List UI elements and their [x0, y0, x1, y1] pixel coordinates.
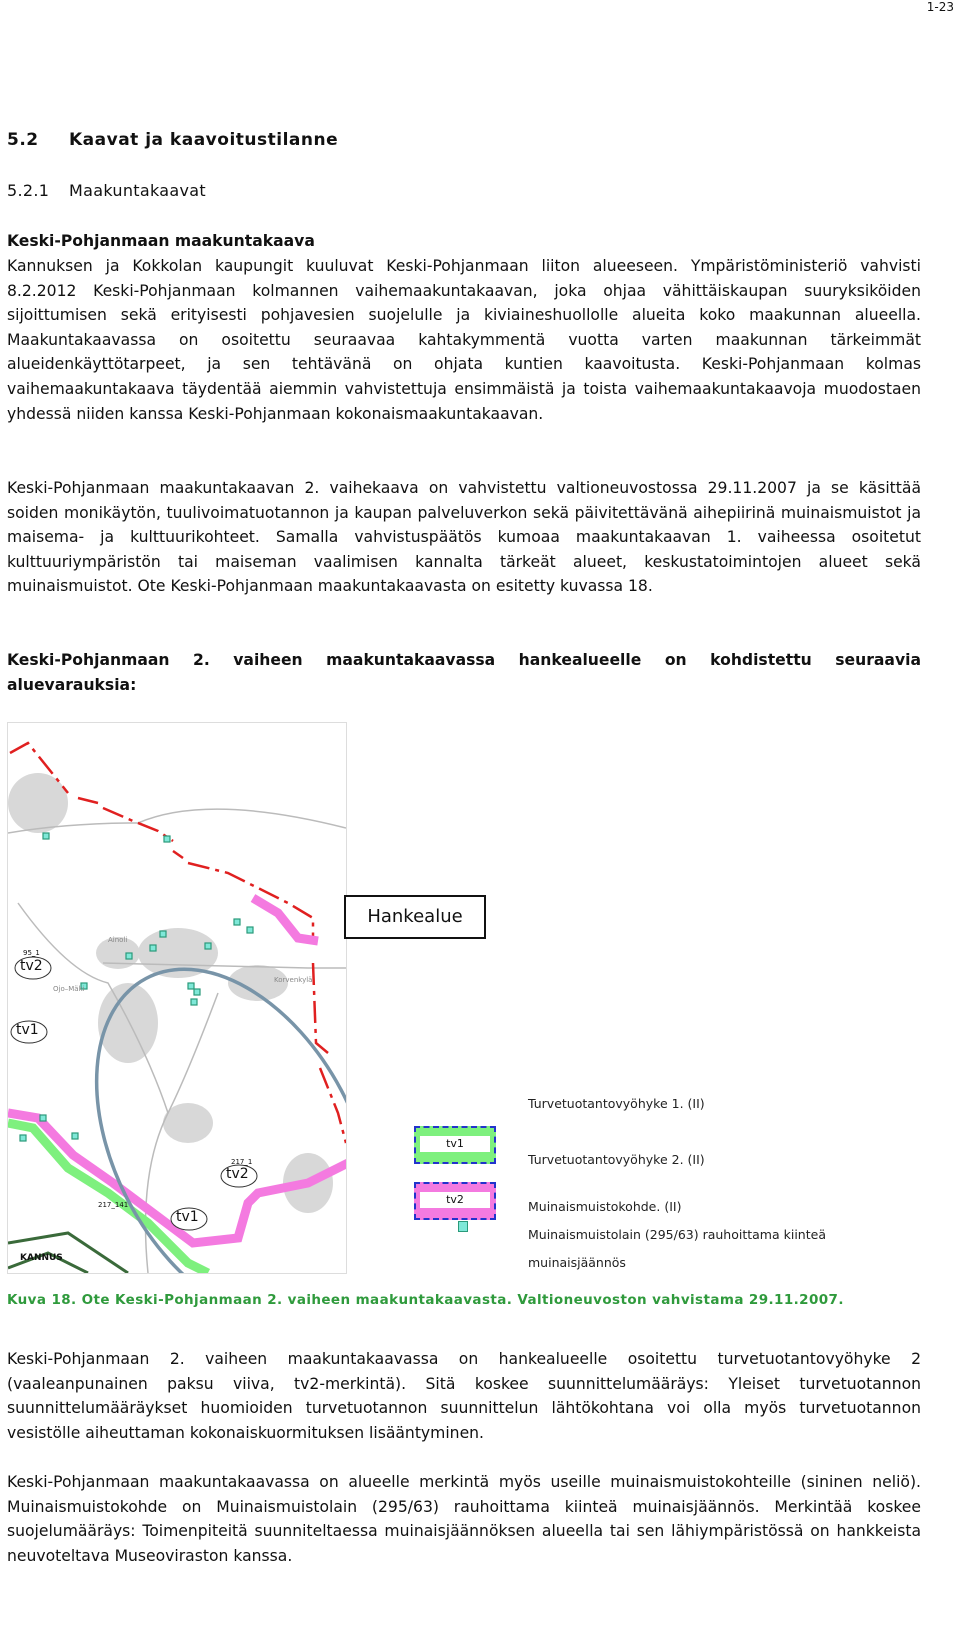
- tv2-label: tv2: [20, 958, 43, 974]
- ainoli-label: Ainoli: [108, 936, 128, 944]
- legend-label-heritage: Muinaismuistokohde. (II): [528, 1199, 682, 1214]
- tv1-label-south: tv1: [176, 1209, 199, 1225]
- legend-heritage-desc-2: muinaisjäännös: [528, 1255, 626, 1270]
- legend-swatch-heritage: [458, 1221, 468, 1232]
- tv2-label-south: tv2: [226, 1166, 249, 1182]
- figure-caption: Kuva 18. Ote Keski-Pohjanmaan 2. vaiheen maakuntakaavasta. Valtioneuvoston vahvistama 29.11.2007.: [7, 1292, 844, 1308]
- tv1-zone: [8, 1123, 208, 1273]
- bold-intro: Keski-Pohjanmaan 2. vaiheen maakuntakaavassa hankealueelle on kohdistettu seuraavia aluevarauksia:: [7, 651, 921, 694]
- legend-heritage-desc-1: Muinaismuistolain (295/63) rauhoittama kiinteä: [528, 1227, 826, 1242]
- subsection-number: 5.2.1: [7, 181, 50, 200]
- tv1-label: tv1: [16, 1022, 39, 1038]
- regional-plan-map: [7, 722, 347, 1274]
- paragraph-2: Keski-Pohjanmaan maakuntakaavan 2. vaihekaava on vahvistettu valtioneuvostossa 29.11.2007 ja se käsittää soiden monikäytön, tuulivoimatuotannon ja kaupan palveluverkon sekä päivitettävänä aihepiirinä muinaismuistot ja maisema- ja kulttuurikohteet. Samalla vahvistuspäätös kumoaa maakuntakaavan 1. vaiheessa osoitetut kulttuuriympäristön tai maiseman vaalimisen kannalta tärkeät alueet, keskustatoimintojen alueet sekä muinaismuistot. Ote Keski-Pohjanmaan maakuntakaavasta on esitetty kuvassa 18.: [7, 479, 921, 596]
- code-217b: 217_141: [98, 1201, 129, 1209]
- plan-heading: Keski-Pohjanmaan maakuntakaava: [7, 232, 315, 250]
- paragraph-1: Kannuksen ja Kokkolan kaupungit kuuluvat Keski-Pohjanmaan liiton alueeseen. Ympäristöministeriö vahvisti 8.2.2012 Keski-Pohjanmaan kolmannen vaihemaakuntakaavan, joka ohjaa vähittäiskaupan suuryksiköiden sijoittumisen sekä erityisesti pohjavesien suojelulle ja kiviaineshuollolle alueita koko maakunnan alueella. Maakuntakaavassa on osoitettu seuraavaa kahtakymmentä vuotta varten maakunnan tärkeimmät alueidenkäyttötarpeet, ja sen tehtävänä on ohjata kuntien kaavoitusta. Keski-Pohjanmaan kolmas vaihemaakuntakaava täydentää aiemmin vahvistettuja ensimmäistä ja toista vaihemaakuntakaavoja muodostaen yhdessä niiden kanssa Keski-Pohjanmaan kokonaismaakuntakaavan.: [7, 257, 921, 423]
- map-drawing: [8, 723, 346, 1273]
- section-heading: [7, 130, 338, 150]
- paragraph-4: Keski-Pohjanmaan maakuntakaavassa on alueelle merkintä myös useille muinaismuistokohteille (sininen neliö). Muinaismuistokohde on Muinaismuistolain (295/63) rauhoittama kiinteä muinaisjäännös. Merkintää koskee suojelumääräys: Toimenpiteitä suunniteltaessa muinaisjäännöksen alueella tai sen lähiympäristössä on hankkeista neuvoteltava Museoviraston kanssa.: [7, 1473, 921, 1565]
- legend-label-tv2: Turvetuotantovyöhyke 2. (II): [528, 1152, 705, 1167]
- subsection-title: Maakuntakaavat: [69, 181, 206, 200]
- kannus-label: KANNUS: [20, 1253, 63, 1263]
- subsection-heading: [7, 181, 206, 200]
- tv2-zone-north: [253, 898, 318, 941]
- page-number: 1-23: [926, 0, 954, 14]
- project-area-callout: Hankealue: [344, 895, 486, 939]
- code-217: 217_1: [231, 1158, 253, 1166]
- section-title: Kaavat ja kaavoitustilanne: [69, 130, 339, 150]
- korvenkyla-label: Korvenkylä: [274, 976, 313, 984]
- legend-swatch-tv1: tv1: [414, 1126, 496, 1164]
- section-number: 5.2: [7, 130, 39, 150]
- legend-swatch-tv2: tv2: [414, 1182, 496, 1220]
- legend-label-tv1: Turvetuotantovyöhyke 1. (II): [528, 1096, 705, 1111]
- ojo-label: Ojo–Mäki: [53, 985, 85, 993]
- code-95: 95_1: [23, 949, 40, 957]
- paragraph-3: Keski-Pohjanmaan 2. vaiheen maakuntakaavassa on hankealueelle osoitettu turvetuotantovyöhyke 2 (vaaleanpunainen paksu viiva, tv2-merkintä). Sitä koskee suunnittelumääräys: Yleiset turvetuotannon suunnittelumääräykset huomioiden turvetuotannon suunnittelun lähtökohtana voi olla myös turvetuotannon vesistölle aiheuttaman kokonaiskuormituksen lisääntyminen.: [7, 1350, 921, 1442]
